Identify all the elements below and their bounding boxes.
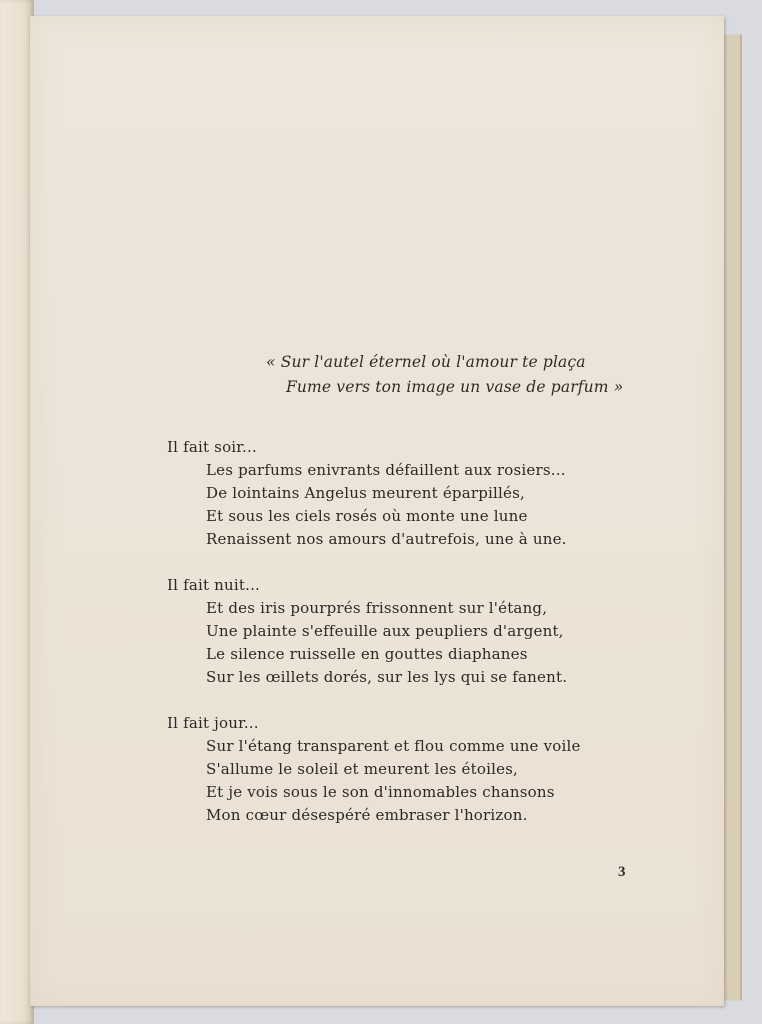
verse-line: Et sous les ciels rosés où monte une lune [206, 507, 528, 525]
stanza [167, 712, 581, 827]
verse-line: S'allume le soleil et meurent les étoiles, [206, 760, 519, 778]
book-page [30, 16, 724, 1006]
verse-line: Sur l'étang transparent et flou comme une voile [206, 737, 581, 755]
verse-line: Les parfums enivrants défaillent aux rosiers... [206, 461, 566, 479]
verse-line: Le silence ruisselle en gouttes diaphanes [206, 645, 528, 663]
stanza-heading: Il fait jour... [167, 714, 259, 732]
stanza-heading: Il fait nuit... [167, 576, 261, 594]
verse-line: Renaissent nos amours d'autrefois, une à une. [206, 530, 567, 548]
verse-line: Une plainte s'effeuille aux peupliers d'argent, [206, 622, 564, 640]
stanza [167, 436, 567, 551]
verse-line: Et je vois sous le son d'innomables chansons [206, 783, 555, 801]
epigraph-line: Fume vers ton image un vase de parfum » [286, 378, 624, 396]
epigraph [266, 350, 623, 400]
facing-page-edge [0, 0, 34, 1024]
verse-line: Sur les œillets dorés, sur les lys qui se fanent. [206, 668, 568, 686]
epigraph-line: « Sur l'autel éternel où l'amour te plaça [266, 353, 586, 371]
verse-line: De lointains Angelus meurent éparpillés, [206, 484, 525, 502]
stanza-heading: Il fait soir... [167, 438, 257, 456]
verse-line: Mon cœur désespéré embraser l'horizon. [206, 806, 528, 824]
page-number: 3 [618, 864, 626, 880]
verse-line: Et des iris pourprés frissonnent sur l'étang, [206, 599, 548, 617]
stanza [167, 574, 567, 689]
